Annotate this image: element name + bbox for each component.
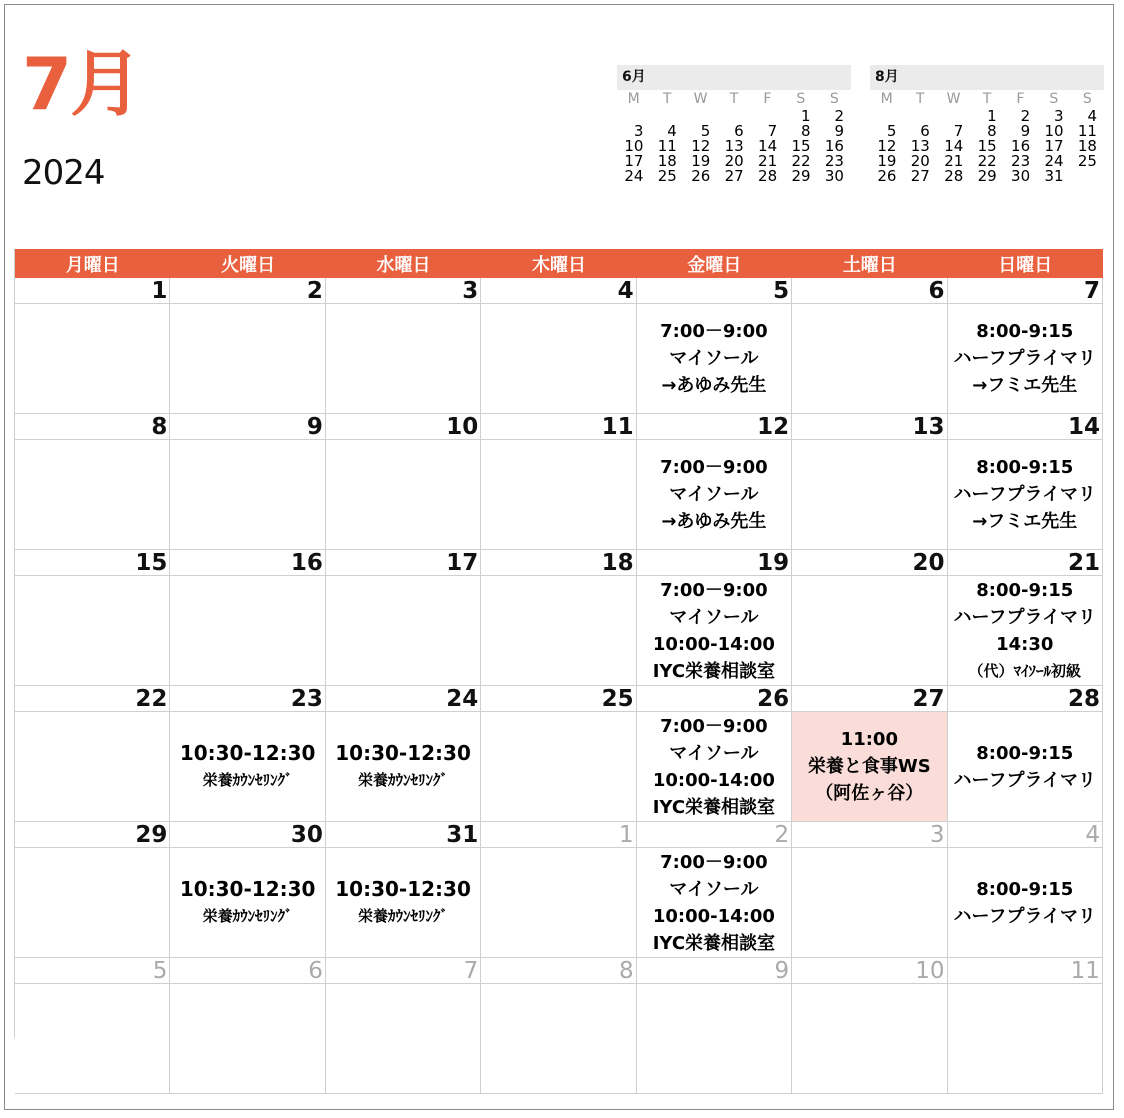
mini-day: 9 [1020, 122, 1031, 140]
event-line: マイソール [669, 878, 759, 900]
mini-day: 26 [691, 167, 711, 185]
day-events [481, 848, 635, 957]
day-cell[interactable] [637, 958, 792, 1094]
day-cell[interactable] [481, 278, 636, 414]
mini-day: 16 [1011, 137, 1031, 155]
event-line: 10:30-12:30 [335, 876, 471, 901]
day-number: 6 [792, 278, 946, 304]
day-events [948, 576, 1102, 685]
day-cell[interactable] [948, 414, 1103, 550]
day-cell[interactable] [170, 278, 325, 414]
day-number: 28 [948, 686, 1102, 712]
mini-day: 5 [700, 122, 711, 140]
day-cell[interactable] [326, 686, 481, 822]
day-number: 8 [481, 958, 635, 984]
day-number: 11 [948, 958, 1102, 984]
day-number: 1 [481, 822, 635, 848]
mini-calendar-grid [870, 90, 1104, 184]
day-number: 31 [326, 822, 480, 848]
day-cell[interactable] [792, 414, 947, 550]
mini-weekday-label: M [627, 91, 640, 107]
mini-day: 25 [657, 167, 677, 185]
mini-day: 29 [977, 167, 997, 185]
day-cell[interactable] [948, 278, 1103, 414]
day-cell[interactable] [792, 278, 947, 414]
day-number: 19 [637, 550, 791, 576]
day-cell[interactable] [637, 414, 792, 550]
mini-day: 29 [791, 167, 811, 185]
event-line: ハーフプライマリ [953, 348, 1097, 369]
mini-day: 31 [1044, 167, 1064, 185]
day-number: 22 [15, 686, 169, 712]
day-events [948, 440, 1102, 549]
day-number: 2 [170, 278, 324, 304]
mini-day: 22 [977, 152, 997, 170]
mini-day: 3 [1054, 107, 1064, 125]
mini-weekday-label: F [1016, 91, 1025, 107]
event-line: 7:00－9:00 [660, 321, 768, 342]
day-events [792, 984, 946, 1093]
day-cell[interactable] [170, 958, 325, 1094]
event-line: 10:30-12:30 [335, 740, 471, 765]
event-line: 栄養ｶｳﾝｾﾘﾝｸﾞ [358, 906, 449, 925]
event-line: 栄養と食事WS [807, 756, 931, 777]
mini-day: 14 [758, 137, 778, 155]
day-events [15, 304, 169, 413]
day-number: 5 [15, 958, 169, 984]
week-row [15, 550, 1103, 686]
mini-weekday-label: T [982, 91, 992, 107]
mini-day: 14 [944, 137, 964, 155]
event-line: （代）ﾏｲｿｰﾙ初級 [968, 661, 1081, 680]
day-cell[interactable] [948, 958, 1103, 1094]
event-line: 8:00-9:15 [976, 579, 1074, 601]
weekday-header: 土曜日 [842, 255, 897, 276]
day-cell[interactable] [948, 550, 1103, 686]
mini-day: 21 [944, 152, 964, 170]
event-line: ハーフプライマリ [953, 606, 1097, 628]
day-number: 3 [326, 278, 480, 304]
mini-day: 27 [724, 167, 744, 185]
mini-day: 5 [886, 122, 897, 140]
event-line: ハーフプライマリ [953, 905, 1097, 927]
day-number: 16 [170, 550, 324, 576]
mini-calendar-august [870, 65, 1104, 184]
day-events [792, 576, 946, 685]
week-row [15, 414, 1103, 550]
mini-day: 23 [1011, 152, 1031, 170]
day-number: 27 [792, 686, 946, 712]
mini-day: 4 [667, 122, 677, 140]
day-cell[interactable] [481, 414, 636, 550]
day-number: 15 [15, 550, 169, 576]
weekday-header: 火曜日 [221, 255, 276, 276]
mini-weekday-label: W [946, 91, 961, 107]
day-events [637, 304, 791, 413]
day-events [637, 712, 791, 821]
mini-day: 10 [624, 137, 644, 155]
mini-day: 24 [1044, 152, 1064, 170]
mini-day: 18 [657, 152, 677, 170]
mini-day: 15 [977, 137, 997, 155]
day-number: 18 [481, 550, 635, 576]
mini-weekday-label: S [829, 91, 839, 107]
mini-day: 16 [824, 137, 844, 155]
day-number: 9 [170, 414, 324, 440]
day-events [170, 848, 324, 957]
weekday-header-row [15, 249, 1103, 278]
event-line: マイソール [669, 742, 759, 764]
event-line: 7:00－9:00 [660, 579, 768, 601]
event-line: 7:00－9:00 [660, 457, 768, 478]
weekday-header: 木曜日 [531, 255, 586, 276]
event-line: IYC栄養相談室 [652, 660, 776, 682]
mini-day: 11 [657, 137, 677, 155]
mini-day: 28 [944, 167, 964, 185]
mini-day: 4 [1087, 107, 1097, 125]
day-events [170, 984, 324, 1093]
mini-day: 30 [1011, 167, 1031, 185]
mini-day: 6 [734, 122, 744, 140]
mini-calendar-title: 6月 [617, 65, 851, 90]
mini-weekday-label: F [763, 91, 772, 107]
day-events [326, 848, 480, 957]
day-number: 7 [948, 278, 1102, 304]
day-cell[interactable] [170, 686, 325, 822]
day-events [15, 984, 169, 1093]
event-line: マイソール [669, 348, 759, 369]
day-number: 30 [170, 822, 324, 848]
weekday-header: 日曜日 [998, 255, 1053, 276]
day-cell[interactable] [481, 550, 636, 686]
mini-day: 13 [724, 137, 744, 155]
day-number: 29 [15, 822, 169, 848]
day-cell[interactable] [637, 686, 792, 822]
event-line: 10:00-14:00 [652, 769, 775, 791]
event-line: IYC栄養相談室 [652, 796, 776, 818]
event-line: （阿佐ヶ谷） [815, 783, 924, 804]
day-events [792, 304, 946, 413]
day-cell[interactable] [481, 822, 636, 958]
mini-day: 22 [791, 152, 811, 170]
day-events [948, 712, 1102, 821]
day-number: 13 [792, 414, 946, 440]
day-cell[interactable] [792, 822, 947, 958]
event-line: 8:00-9:15 [976, 878, 1074, 900]
mini-day: 30 [824, 167, 844, 185]
mini-calendar-grid [617, 90, 851, 184]
weekday-header: 金曜日 [687, 255, 742, 276]
day-events [326, 440, 480, 549]
event-line: 10:00-14:00 [652, 633, 775, 655]
day-number: 14 [948, 414, 1102, 440]
day-cell[interactable] [792, 686, 947, 822]
day-events [15, 576, 169, 685]
event-line: マイソール [669, 606, 759, 628]
mini-day: 8 [987, 122, 997, 140]
day-cell[interactable] [15, 550, 170, 686]
mini-day: 17 [1044, 137, 1064, 155]
weekday-header: 月曜日 [65, 255, 120, 276]
day-events [637, 848, 791, 957]
event-line: ハーフプライマリ [953, 769, 1097, 791]
day-number: 1 [15, 278, 169, 304]
day-cell[interactable] [326, 550, 481, 686]
day-events [15, 848, 169, 957]
day-events [170, 304, 324, 413]
day-cell[interactable] [481, 686, 636, 822]
mini-day: 11 [1077, 122, 1097, 140]
day-events [326, 712, 480, 821]
event-line: →あゆみ先生 [661, 375, 767, 396]
month-grid [14, 249, 1103, 1038]
day-number: 23 [170, 686, 324, 712]
mini-day: 20 [724, 152, 744, 170]
day-events [481, 712, 635, 821]
day-cell[interactable] [637, 278, 792, 414]
weekday-header: 水曜日 [376, 255, 431, 276]
day-cell[interactable] [637, 550, 792, 686]
event-line: →フミエ先生 [972, 511, 1078, 532]
mini-weekday-label: S [1049, 91, 1059, 107]
event-line: 10:30-12:30 [179, 876, 316, 901]
mini-day: 6 [920, 122, 930, 140]
mini-day: 20 [910, 152, 930, 170]
day-number: 2 [637, 822, 791, 848]
day-cell[interactable] [326, 278, 481, 414]
day-cell[interactable] [15, 958, 170, 1094]
mini-day: 19 [877, 152, 897, 170]
day-number: 25 [481, 686, 635, 712]
mini-day: 2 [1020, 107, 1031, 125]
month-title: 7月 [22, 42, 141, 126]
day-number: 4 [481, 278, 635, 304]
day-number: 9 [637, 958, 791, 984]
mini-day: 26 [877, 167, 897, 185]
day-number: 6 [170, 958, 324, 984]
mini-day: 3 [633, 122, 644, 140]
day-cell[interactable] [792, 550, 947, 686]
day-number: 17 [326, 550, 480, 576]
event-line: ハーフプライマリ [953, 484, 1097, 505]
event-line: 10:30-12:30 [179, 740, 316, 765]
day-events [948, 984, 1102, 1093]
mini-day: 1 [987, 107, 997, 125]
mini-day: 10 [1044, 122, 1064, 140]
mini-day: 7 [953, 122, 964, 140]
mini-weekday-label: W [693, 91, 708, 107]
mini-day: 19 [691, 152, 711, 170]
mini-day: 1 [801, 107, 811, 125]
event-line: 8:00-9:15 [976, 742, 1074, 764]
event-line: 11:00 [840, 729, 898, 750]
mini-day: 12 [877, 137, 897, 155]
day-number: 4 [948, 822, 1102, 848]
day-events [481, 984, 635, 1093]
day-number: 3 [792, 822, 946, 848]
day-cell[interactable] [637, 822, 792, 958]
day-events [326, 576, 480, 685]
day-number: 10 [792, 958, 946, 984]
event-line: 14:30 [996, 633, 1054, 655]
day-cell[interactable] [948, 822, 1103, 958]
week-row [15, 278, 1103, 414]
mini-calendar-june [617, 65, 851, 184]
week-row [15, 822, 1103, 958]
day-events [637, 984, 791, 1093]
mini-weekday-label: T [662, 91, 672, 107]
event-line: 7:00－9:00 [660, 851, 768, 873]
event-line: IYC栄養相談室 [652, 932, 776, 954]
day-events [637, 440, 791, 549]
day-number: 10 [326, 414, 480, 440]
mini-weekday-label: T [729, 91, 739, 107]
day-cell[interactable] [15, 822, 170, 958]
day-cell[interactable] [326, 958, 481, 1094]
day-events [948, 304, 1102, 413]
mini-weekday-label: T [915, 91, 925, 107]
day-cell[interactable] [170, 414, 325, 550]
day-cell[interactable] [948, 686, 1103, 822]
day-number: 8 [15, 414, 169, 440]
mini-day: 12 [691, 137, 711, 155]
mini-calendar-title: 8月 [870, 65, 1104, 90]
day-cell[interactable] [326, 414, 481, 550]
mini-weekday-label: S [796, 91, 806, 107]
day-number: 24 [326, 686, 480, 712]
day-number: 12 [637, 414, 791, 440]
day-cell[interactable] [792, 958, 947, 1094]
day-number: 20 [792, 550, 946, 576]
day-events [481, 576, 635, 685]
day-number: 11 [481, 414, 635, 440]
mini-day: 7 [767, 122, 778, 140]
day-events [481, 440, 635, 549]
event-line: 7:00－9:00 [660, 715, 768, 737]
day-number: 5 [637, 278, 791, 304]
mini-day: 24 [624, 167, 644, 185]
day-events [948, 848, 1102, 957]
mini-day: 18 [1077, 137, 1097, 155]
mini-day: 28 [758, 167, 778, 185]
mini-day: 9 [834, 122, 844, 140]
day-events [170, 440, 324, 549]
day-cell[interactable] [170, 822, 325, 958]
mini-day: 25 [1077, 152, 1097, 170]
mini-day: 23 [824, 152, 844, 170]
week-row [15, 686, 1103, 822]
event-line: 8:00-9:15 [976, 457, 1074, 478]
mini-day: 8 [801, 122, 811, 140]
mini-day: 13 [910, 137, 930, 155]
day-events [481, 304, 635, 413]
event-line: 10:00-14:00 [652, 905, 775, 927]
weeks-container [15, 278, 1103, 1094]
day-number: 21 [948, 550, 1102, 576]
mini-day: 21 [758, 152, 778, 170]
mini-day: 17 [624, 152, 644, 170]
mini-day [1071, 169, 1104, 184]
day-events [792, 848, 946, 957]
event-line: 栄養ｶｳﾝｾﾘﾝｸﾞ [202, 906, 293, 925]
day-events [15, 712, 169, 821]
event-line: 8:00-9:15 [976, 321, 1074, 342]
day-cell[interactable] [15, 686, 170, 822]
day-events [792, 712, 946, 821]
day-cell[interactable] [326, 822, 481, 958]
day-cell[interactable] [15, 278, 170, 414]
event-line: →あゆみ先生 [661, 511, 767, 532]
event-line: →フミエ先生 [972, 375, 1078, 396]
day-events [15, 440, 169, 549]
day-cell[interactable] [170, 550, 325, 686]
day-number: 26 [637, 686, 791, 712]
mini-weekday-label: S [1082, 91, 1092, 107]
week-row [15, 958, 1103, 1094]
event-line: 栄養ｶｳﾝｾﾘﾝｸﾞ [202, 770, 293, 789]
day-events [326, 984, 480, 1093]
day-events [170, 576, 324, 685]
event-line: マイソール [669, 484, 759, 505]
mini-day: 2 [834, 107, 844, 125]
mini-day: 15 [791, 137, 811, 155]
day-events [326, 304, 480, 413]
day-cell[interactable] [481, 958, 636, 1094]
year-label: 2024 [22, 153, 105, 193]
day-events [792, 440, 946, 549]
day-events [637, 576, 791, 685]
event-line: 栄養ｶｳﾝｾﾘﾝｸﾞ [358, 770, 449, 789]
mini-day: 27 [910, 167, 930, 185]
day-events [170, 712, 324, 821]
day-number: 7 [326, 958, 480, 984]
mini-weekday-label: M [880, 91, 893, 107]
day-cell[interactable] [15, 414, 170, 550]
